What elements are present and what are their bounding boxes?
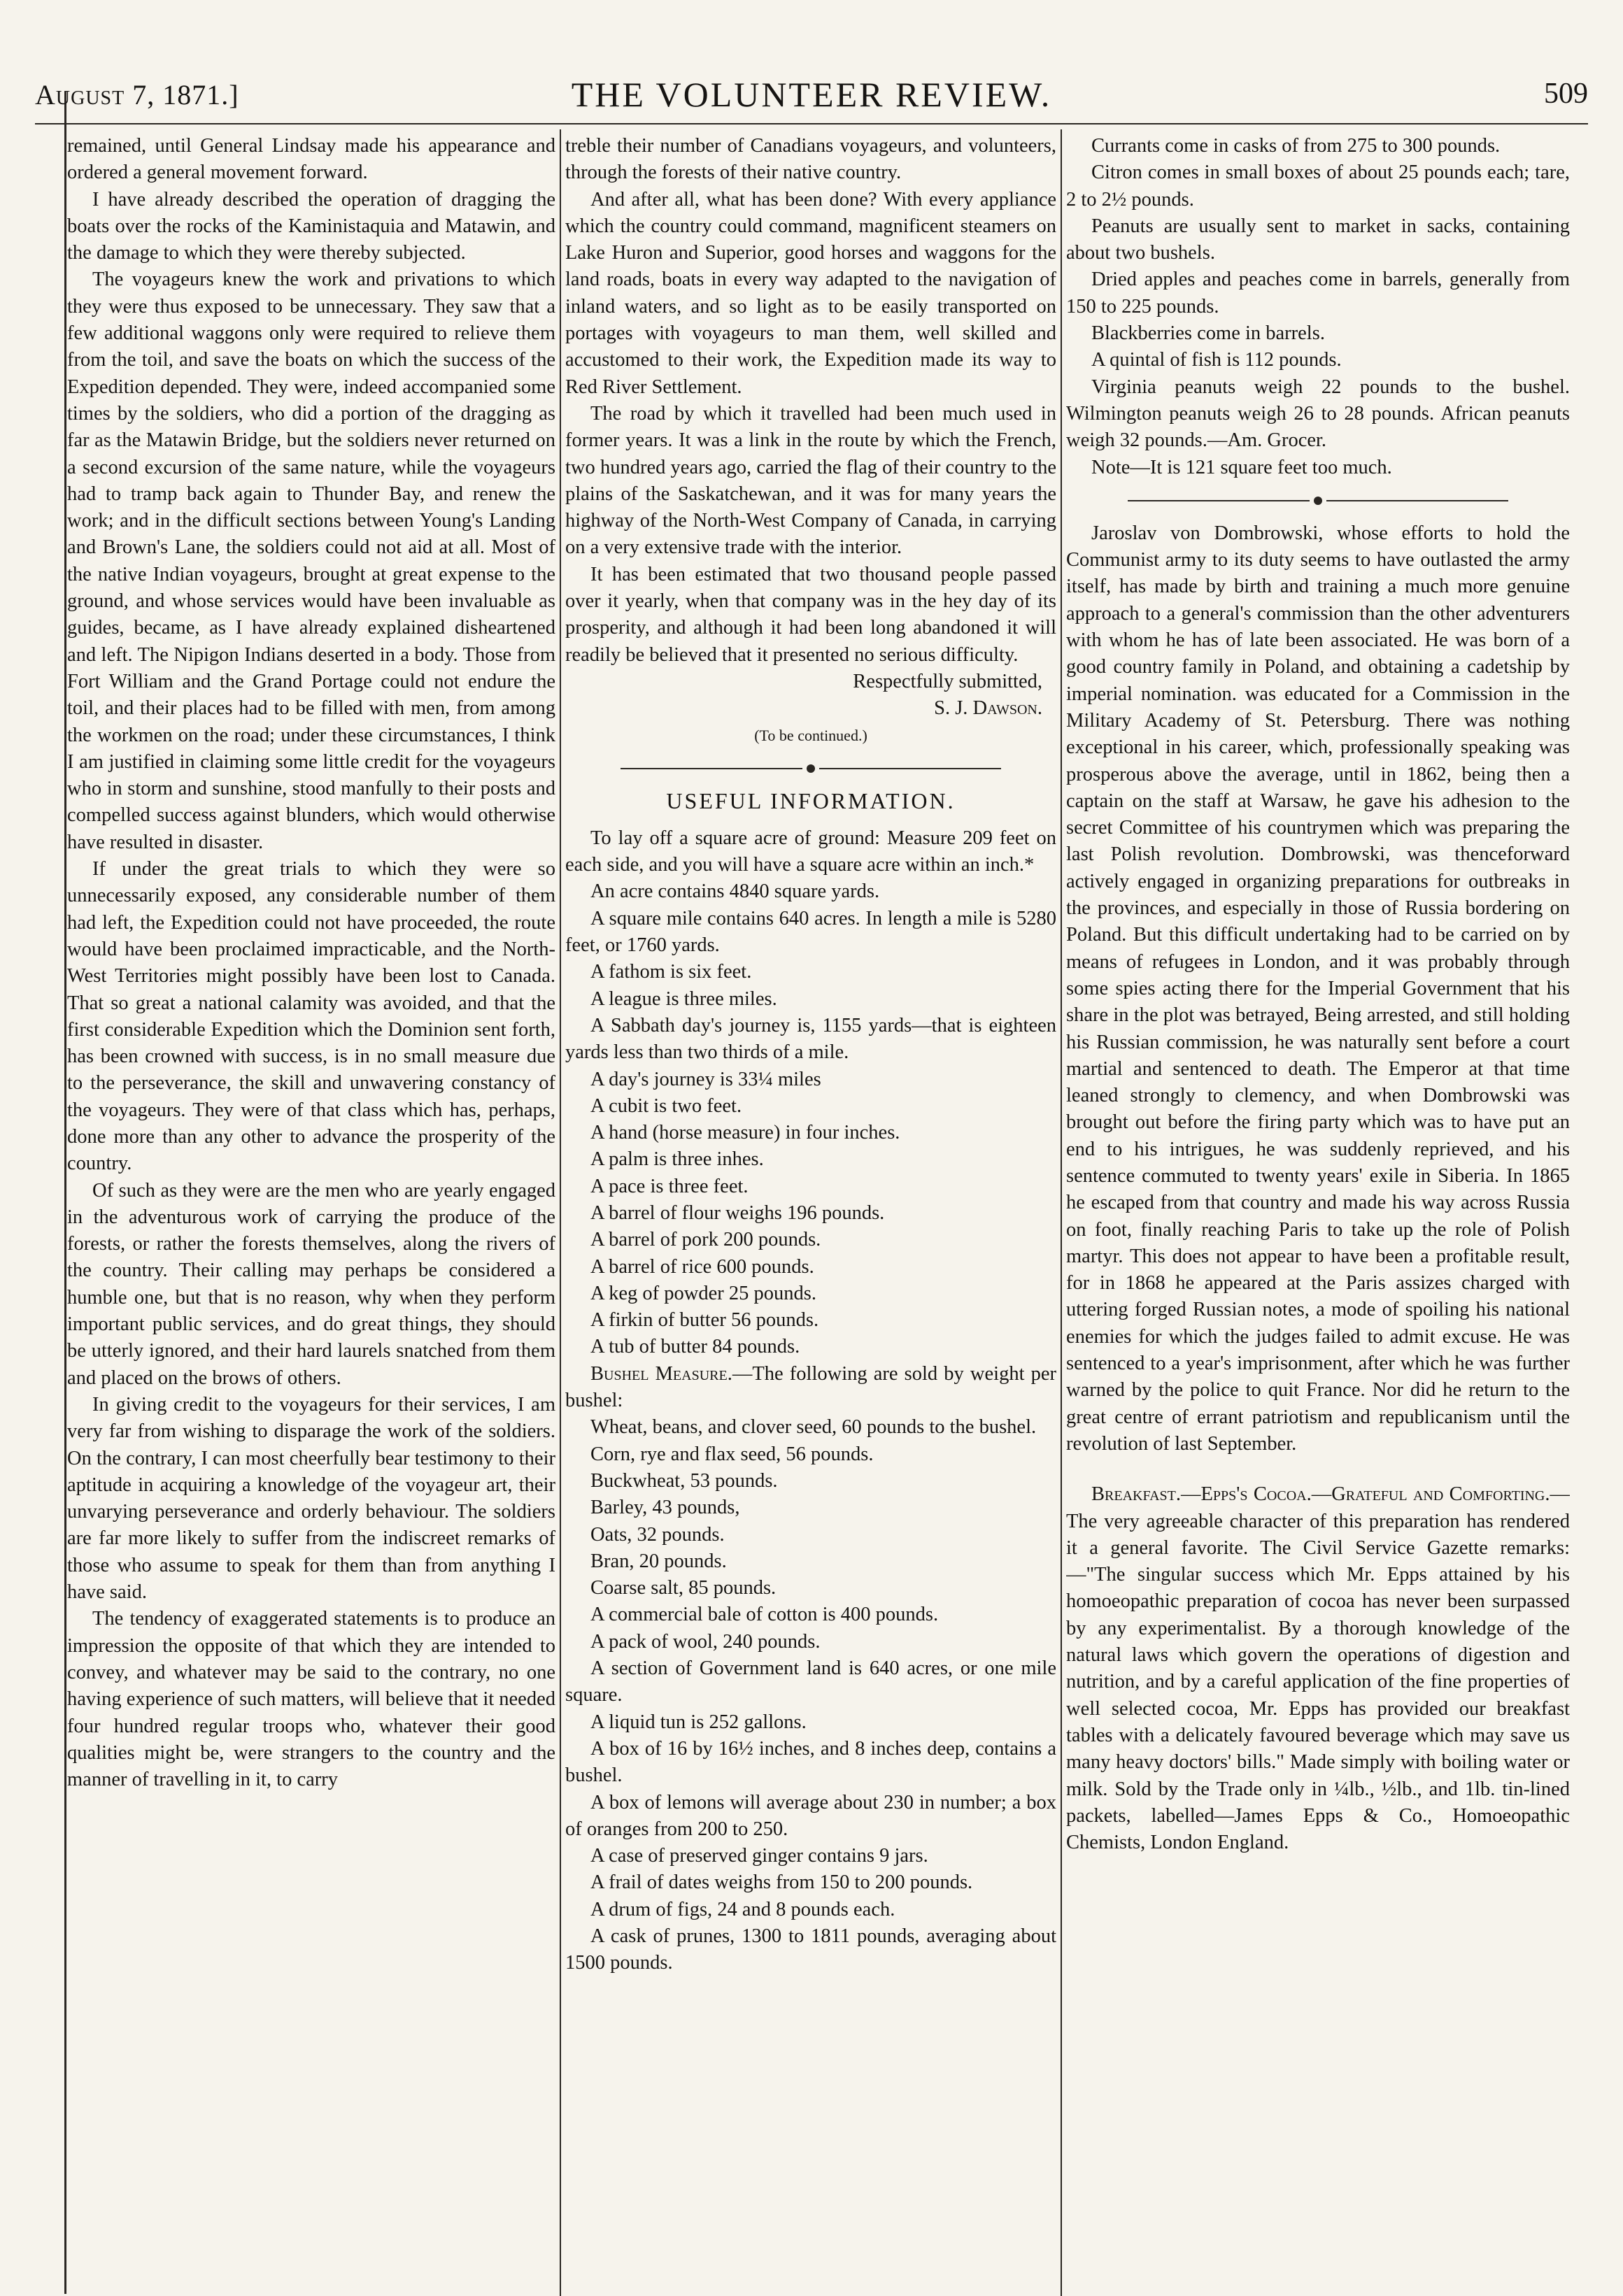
signature: S. J. Dawson. <box>934 697 1042 720</box>
list-item: A square mile contains 640 acres. In length a mile is 5280 feet, or 1760 yards. <box>565 907 1056 957</box>
bushel-intro: —The following are sold by weight per bushel: <box>565 1362 1056 1412</box>
list-item: Citron comes in small boxes of about 25 pounds each; tare, 2 to 2½ pounds. <box>1066 162 1570 211</box>
list-item: Buckwheat, 53 pounds. <box>590 1469 778 1492</box>
breakfast-advert <box>1066 1481 1570 1856</box>
paragraph: In giving credit to the voyageurs for their services, I am very far from wishing to disparage the work of the soldiers. On the contrary, I can most cheerfully bear testimony to their aptitude in acquiring a knowledge of the voyageur art, their unvarying perseverance and orderly behaviour. The soldiers are far more likely to suffer from the indiscreet remarks of those who assume to speak for them than from anything I have said. <box>67 1393 555 1604</box>
list-item: A palm is three inhes. <box>590 1148 764 1171</box>
list-item: Oats, 32 pounds. <box>590 1523 725 1546</box>
list-item: A liquid tun is 252 gallons. <box>590 1711 807 1733</box>
useful-list <box>565 878 1056 1360</box>
paragraph: If under the great trials to which they were so unnecessarily exposed, any considerable number of them had left, the Expedition could not have proceeded, the route would have been proclaimed impracticable, and the North-West Territories might possibly have been lost to Canada. That so great a national calamity was avoided, and that the first considerable Expedition which the Dominion sent forth, has been crowned with success, is in no small measure due to the perseverance, the skill and unwavering constancy of the voyageurs. They were of that class which has, perhaps, done more than any other to advance the prosperity of the country. <box>67 858 555 1175</box>
paragraph: The voyageurs knew the work and privations to which they were thus exposed to be unnecessary. They saw that a few additional waggons only were required to relieve them from the toil, and save the boats on which the success of the Expedition depended. They were, indeed accompanied some times by the soldiers, who did a portion of the dragging as far as the Matawin Bridge, but the soldiers never returned on a second excursion of the same nature, while the voyageurs had to tramp back again to Thunder Bay, and renew the work; and in the difficult sections between Young's Landing and Brown's Lane, the soldiers could not aid at all. Most of the native Indian voyageurs, brought at great expense to the ground, and whose services would have been invaluable as guides, became, as I have already explained disheartened and left. The Nipigon Indians deserted in a body. Those from Fort William and the Grand Portage could not endure the toil, and their places had to be filled with men, from among the workmen on the road; under these circumstances, I think I am justified in claiming some little credit for the voyageurs who in storm and sunshine, stood manfully to their posts and compelled success against blunders, which would otherwise have resulted in disaster. <box>67 269 555 853</box>
list-item: A barrel of flour weighs 196 pounds. <box>590 1202 885 1224</box>
list-item: A day's journey is 33¼ miles <box>590 1068 821 1090</box>
list-item: A cask of prunes, 1300 to 1811 pounds, averaging about 1500 pounds. <box>565 1925 1056 1974</box>
list-item: Corn, rye and flax seed, 56 pounds. <box>590 1443 874 1465</box>
paragraph: To lay off a square acre of ground: Measure 209 feet on each side, and you will have a square acre within an inch.* <box>565 827 1056 876</box>
closing-line: Respectfully submitted, <box>853 670 1042 692</box>
continued-note: (To be continued.) <box>754 726 867 744</box>
list-item: A firkin of butter 56 pounds. <box>590 1309 819 1332</box>
list-item: A box of 16 by 16½ inches, and 8 inches deep, contains a bushel. <box>565 1737 1056 1787</box>
list-item: A frail of dates weighs from 150 to 200 pounds. <box>590 1871 973 1894</box>
list-item: A hand (horse measure) in four inches. <box>590 1122 900 1144</box>
list-item: A commercial bale of cotton is 400 pounds. <box>590 1604 939 1626</box>
column-3 <box>1066 133 1570 2296</box>
section-divider <box>565 764 1056 773</box>
section-title: USEFUL INFORMATION. <box>666 787 956 813</box>
list-item: Virginia peanuts weigh 22 pounds to the bushel. Wilmington peanuts weigh 26 to 28 pounds. African peanuts weigh 32 pounds.—Am. Grocer. <box>1066 376 1570 452</box>
dombrowski-article: Jaroslav von Dombrowski, whose efforts to hold the Communist army to its duty seems to have outlasted the army itself, has made by birth and training a much more genuine approach to a general's commission than the other adventurers with whom he has of late been associated. He was born of a good country family in Poland, and obtaining a cadetship by imperial nomination. was educated for a Commission in the Military Academy of St. Petersburg. There was nothing exceptional in his career, which, professionally speaking was prosperous above the average, until in 1862, being then a captain on the staff at Warsaw, he gave his adhesion to the secret Committee of his countrymen which was preparing the last Polish revolution. Dombrowski, was thenceforward actively engaged in organizing preparations for outbreaks in the provinces, and especially in those of Russia bordering on Poland. But this difficult undertaking had to be carried on by means of refugees in London, and it was probably through some spies acting there for the Imperial Government that his share in the plot was betrayed, Being arrested, and still holding his Russian commission, he was naturally sent before a court martial and sentenced to death. The Emperor at that time leaned strongly to clemency, and when Dombrowski was brought out before the firing party which was to have put an end to his intrigues, he was suddenly reprieved, and his sentence commuted to twenty years' exile in Siberia. In 1865 he escaped from that country and made his way across Russia on foot, finally reaching Paris to take up the role of Polish martyr. This does not appear to have been a profitable result, for in 1868 he appeared at the Paris assizes charged with uttering forged Russian notes, a mode of spoiling his national enemies for which the judges failed to admit excuse. He was sentenced to a year's imprisonment, after which he was further warned by the police to quit France. Nor did he return to the great centre of errant patriotism and republicanism until the revolution of last September. <box>1066 522 1570 1455</box>
list-item: A barrel of rice 600 pounds. <box>590 1255 814 1278</box>
list-item: A barrel of pork 200 pounds. <box>590 1229 821 1251</box>
paragraph: The tendency of exaggerated statements is to produce an impression the opposite of that which they are intended to convey, and whatever may be said to the contrary, no one having experience of such matters, will believe that it needed four hundred regular troops who, whatever their good qualities might be, were strangers to the country and the manner of travelling in it, to carry <box>67 1608 555 1791</box>
list-item: A quintal of fish is 112 pounds. <box>1091 349 1342 371</box>
header-rule <box>35 123 1588 124</box>
list-item: A section of Government land is 640 acres, or one mile square. <box>565 1657 1056 1706</box>
produce-list <box>1066 133 1570 481</box>
column-rule <box>1061 129 1062 2296</box>
list-item: An acre contains 4840 square yards. <box>590 880 880 903</box>
list-item: A case of preserved ginger contains 9 jars. <box>590 1845 928 1867</box>
list-item: Currants come in casks of from 275 to 300 pounds. <box>1091 135 1501 157</box>
list-item: A fathom is six feet. <box>590 961 752 983</box>
list-item: A pace is three feet. <box>590 1175 749 1197</box>
paragraph: remained, until General Lindsay made his appearance and ordered a general movement forward. <box>67 135 555 184</box>
list-item: A drum of figs, 24 and 8 pounds each. <box>590 1898 895 1920</box>
list-item: A box of lemons will average about 230 in number; a box of oranges from 200 to 250. <box>565 1791 1056 1840</box>
spacer <box>1066 1457 1570 1481</box>
list-item: A cubit is two feet. <box>590 1094 742 1117</box>
list-item: A league is three miles. <box>590 987 777 1010</box>
advert-body: —The very agreeable character of this preparation has rendered it a general favorite. The Civil Service Gazette remarks:—"The singular success which Mr. Epps attained by his homoeopathic preparation of cocoa has never been surpassed by any experimentalist. By a thorough knowledge of the natural laws which govern the operations of digestion and nutrition, and by a careful application of the fine properties of well selected cocoa, Mr. Epps has provided our breakfast tables with a delicately favoured beverage which may save us many heavy doctors' bills." Made simply with boiling water or milk. Sold by the Trade only in ¼lb., ½lb., and 1lb. tin-lined packets, labelled—James Epps & Co., Homoeopathic Chemists, London England. <box>1066 1483 1570 1854</box>
bushel-label: Bushel Measure. <box>590 1362 732 1385</box>
list-item: Bran, 20 pounds. <box>590 1550 727 1572</box>
list-item: Dried apples and peaches come in barrels, generally from 150 to 225 pounds. <box>1066 269 1570 318</box>
list-item: A keg of powder 25 pounds. <box>590 1282 816 1304</box>
list-item: Coarse salt, 85 pounds. <box>590 1577 777 1599</box>
page-header <box>35 70 1588 112</box>
issue-date: August 7, 1871.] <box>35 79 239 110</box>
list-item: Note—It is 121 square feet too much. <box>1091 456 1392 478</box>
paragraph: And after all, what has been done? With every appliance which the country could command, magnificent steamers on Lake Huron and Superior, good horses and waggons for the land roads, boats in every way adapted to the navigation of inland waters, and so light as to be easily transported on portages with voyageurs to man them, well skilled and accustomed to their work, the Expedition made its way to Red River Settlement. <box>565 188 1056 398</box>
list-item: Barley, 43 pounds, <box>590 1497 740 1519</box>
paragraph: The road by which it travelled had been much used in former years. It was a link in the route by which the French, two hundred years ago, carried the flag of their country to the plains of the Saskatchewan, and it was for many years the highway of the North-West Company of Canada, in carrying on a very extensive trade with the interior. <box>565 402 1056 559</box>
column-rule <box>560 129 561 2296</box>
paragraph: I have already described the operation of dragging the boats over the rocks of the Kaministaquia and Matawin, and the damage to which they were thereby subjected. <box>67 188 555 264</box>
list-item: Peanuts are usually sent to market in sacks, containing about two bushels. <box>1066 215 1570 264</box>
paragraph: Of such as they were are the men who are yearly engaged in the adventurous work of carrying the produce of the forests, or rather the forests themselves, along the rivers of the country. Their calling may perhaps be considered a humble one, but that is no reason, why when they perform important public services, and do great things, they should be utterly ignored, and their hard laurels snatched from them and placed on the brows of others. <box>67 1179 555 1389</box>
list-item: Wheat, beans, and clover seed, 60 pounds to the bushel. <box>590 1416 1037 1439</box>
paragraph: It has been estimated that two thousand people passed over it yearly, when that company was in the hey day of its prosperity, and although it had been long abandoned it will readily be believed that it presented no serious difficulty. <box>565 563 1056 666</box>
list-item: A pack of wool, 240 pounds. <box>590 1630 821 1653</box>
section-divider <box>1066 497 1570 505</box>
newspaper-title: THE VOLUNTEER REVIEW. <box>571 75 1052 114</box>
bushel-paragraph <box>565 1361 1056 1415</box>
column-1 <box>67 133 555 2296</box>
page-number: 509 <box>1544 78 1588 110</box>
list-item: A Sabbath day's journey is, 1155 yards—that is eighteen yards less than two thirds of a mile. <box>565 1014 1056 1064</box>
column-2 <box>565 133 1056 2296</box>
list-item: A tub of butter 84 pounds. <box>590 1336 800 1358</box>
advert-heading: Breakfast.—Epps's Cocoa.—Grateful and Comforting. <box>1091 1483 1550 1506</box>
page-edge-shadow <box>64 91 66 2294</box>
paragraph: treble their number of Canadians voyageurs, and volunteers, through the forests of their native country. <box>565 135 1056 184</box>
list-item: Blackberries come in barrels. <box>1091 322 1325 345</box>
bushel-list <box>565 1414 1056 1976</box>
